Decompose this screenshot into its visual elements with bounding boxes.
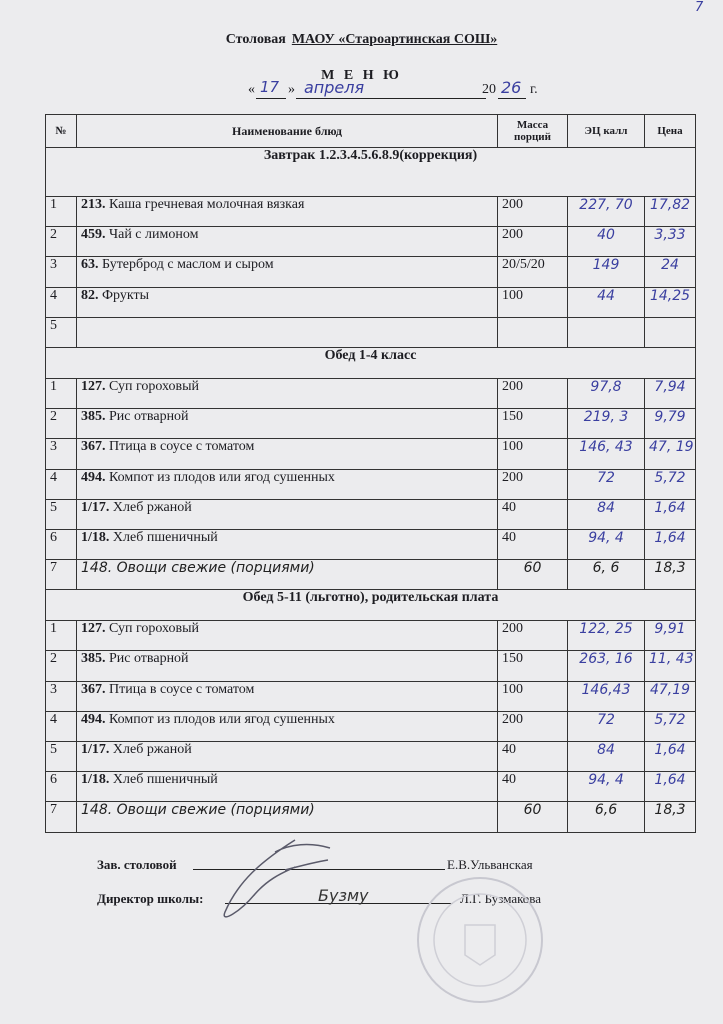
row-number: 4 bbox=[46, 287, 77, 317]
kcal-value: 149 bbox=[568, 257, 645, 287]
dish-name bbox=[77, 772, 498, 802]
portion-mass: 200 bbox=[498, 469, 568, 499]
row-number: 3 bbox=[46, 439, 77, 469]
table-header-row bbox=[46, 115, 696, 148]
dish-name-handwritten: 148. Овощи свежие (порциями) bbox=[77, 560, 498, 590]
signature-role-1: Зав. столовой bbox=[97, 857, 177, 872]
dish-code: 367. bbox=[81, 681, 106, 697]
row-number: 4 bbox=[46, 711, 77, 741]
dish-code: 82. bbox=[81, 287, 99, 303]
dish-title: Рис отварной bbox=[109, 651, 189, 667]
row-number: 5 bbox=[46, 317, 77, 347]
date-year-prefix: 20 bbox=[482, 82, 496, 97]
dish-title: Суп гороховый bbox=[109, 378, 200, 394]
row-number: 6 bbox=[46, 529, 77, 559]
row-number: 3 bbox=[46, 257, 77, 287]
date-month: апреля bbox=[304, 78, 365, 97]
portion-mass: 200 bbox=[498, 711, 568, 741]
dish-title: Хлеб ржаной bbox=[112, 742, 192, 757]
table-row bbox=[46, 742, 696, 772]
dish-name-handwritten: 148. Овощи свежие (порциями) bbox=[77, 802, 498, 832]
kcal-value bbox=[568, 317, 645, 347]
col-name-header: Наименование блюд bbox=[77, 115, 498, 148]
dish-code: 1/17. bbox=[81, 742, 110, 757]
table-row bbox=[46, 772, 696, 802]
price-value: 5,72 bbox=[645, 711, 696, 741]
price-value: 7,94 bbox=[645, 378, 696, 408]
kcal-value: 227, 70 bbox=[568, 197, 645, 227]
table-row bbox=[46, 711, 696, 741]
row-number: 2 bbox=[46, 651, 77, 681]
date-day: 17 bbox=[260, 78, 280, 96]
col-no-header: № bbox=[46, 115, 77, 148]
price-value: 1,64 bbox=[645, 499, 696, 529]
dish-title: Хлеб пшеничный bbox=[112, 772, 218, 788]
portion-mass-handwritten: 60 bbox=[498, 560, 568, 590]
portion-mass: 100 bbox=[498, 287, 568, 317]
dish-name bbox=[77, 378, 498, 408]
date-suffix: г. bbox=[530, 82, 538, 97]
price-value: 9,91 bbox=[645, 621, 696, 651]
row-number: 6 bbox=[46, 772, 77, 802]
portion-mass: 150 bbox=[498, 651, 568, 681]
dish-name bbox=[77, 409, 498, 439]
row-number: 4 bbox=[46, 469, 77, 499]
portion-mass: 40 bbox=[498, 772, 568, 802]
date-quote-open: « bbox=[248, 82, 255, 97]
price-value: 9,79 bbox=[645, 409, 696, 439]
signature-role-2: Директор школы: bbox=[97, 891, 204, 906]
price-value: 1,64 bbox=[645, 742, 696, 772]
dish-title: Птица в соусе с томатом bbox=[109, 439, 255, 455]
kcal-value: 219, 3 bbox=[568, 409, 645, 439]
dish-code: 127. bbox=[81, 621, 106, 637]
portion-mass: 200 bbox=[498, 378, 568, 408]
portion-mass bbox=[498, 317, 568, 347]
dish-name bbox=[77, 681, 498, 711]
row-number: 1 bbox=[46, 621, 77, 651]
dish-name bbox=[77, 469, 498, 499]
kcal-value: 84 bbox=[568, 742, 645, 772]
dish-name bbox=[77, 711, 498, 741]
price-value: 17,82 bbox=[645, 197, 696, 227]
kcal-value: 72 bbox=[568, 711, 645, 741]
table-row-handwritten bbox=[46, 802, 696, 832]
kcal-value: 263, 16 bbox=[568, 651, 645, 681]
date-quote-close: » bbox=[288, 82, 295, 97]
menu-table bbox=[45, 114, 696, 833]
portion-mass: 100 bbox=[498, 681, 568, 711]
kcal-value: 146,43 bbox=[568, 681, 645, 711]
table-row bbox=[46, 317, 696, 347]
dish-code: 1/17. bbox=[81, 499, 110, 515]
kcal-value: 84 bbox=[568, 499, 645, 529]
menu-date bbox=[238, 78, 558, 102]
dish-name bbox=[77, 439, 498, 469]
portion-mass: 40 bbox=[498, 499, 568, 529]
row-number: 1 bbox=[46, 378, 77, 408]
price-value: 11, 43 bbox=[645, 651, 696, 681]
col-price-header: Цена bbox=[645, 115, 696, 148]
dish-code: 127. bbox=[81, 378, 106, 394]
table-row bbox=[46, 227, 696, 257]
dish-code: 213. bbox=[81, 197, 106, 212]
section-title: Завтрак 1.2.3.4.5.6.8.9(коррекция) bbox=[46, 148, 696, 197]
section-title: Обед 1-4 класс bbox=[46, 347, 696, 378]
dish-name bbox=[77, 287, 498, 317]
dish-title: Компот из плодов или ягод сушенных bbox=[109, 469, 335, 485]
dish-name bbox=[77, 499, 498, 529]
portion-mass: 20/5/20 bbox=[498, 257, 568, 287]
dish-name bbox=[77, 742, 498, 772]
dish-name bbox=[77, 651, 498, 681]
col-mass-header: Масса порций bbox=[498, 115, 568, 148]
portion-mass: 150 bbox=[498, 409, 568, 439]
table-row bbox=[46, 439, 696, 469]
price-value bbox=[645, 317, 696, 347]
kcal-value: 122, 25 bbox=[568, 621, 645, 651]
dish-code: 63. bbox=[81, 257, 99, 273]
table-row bbox=[46, 529, 696, 559]
section-title: Обед 5-11 (льготно), родительская плата bbox=[46, 590, 696, 621]
portion-mass: 200 bbox=[498, 621, 568, 651]
row-number: 5 bbox=[46, 499, 77, 529]
dish-code: 459. bbox=[81, 227, 106, 243]
dish-code: 494. bbox=[81, 469, 106, 485]
dish-name bbox=[77, 529, 498, 559]
dish-title: Хлеб пшеничный bbox=[112, 529, 218, 545]
kcal-value-handwritten: 6, 6 bbox=[568, 560, 645, 590]
table-row bbox=[46, 681, 696, 711]
signature-scribble-1 bbox=[200, 832, 340, 927]
portion-mass: 40 bbox=[498, 742, 568, 772]
dish-title: Фрукты bbox=[102, 287, 150, 303]
dish-name bbox=[77, 257, 498, 287]
price-value: 47, 19 bbox=[645, 439, 696, 469]
dish-name bbox=[77, 621, 498, 651]
portion-mass: 200 bbox=[498, 227, 568, 257]
document-title bbox=[0, 32, 723, 48]
dish-code: 1/18. bbox=[81, 529, 110, 545]
kcal-value: 40 bbox=[568, 227, 645, 257]
kcal-value: 94, 4 bbox=[568, 529, 645, 559]
section-header-row bbox=[46, 347, 696, 378]
price-value: 1,64 bbox=[645, 529, 696, 559]
portion-mass: 200 bbox=[498, 197, 568, 227]
signature-name-1: Е.В.Ульванская bbox=[447, 857, 533, 872]
row-number: 2 bbox=[46, 409, 77, 439]
price-value: 47,19 bbox=[645, 681, 696, 711]
dish-title: Бутерброд с маслом и сыром bbox=[102, 257, 274, 273]
signature-scribble-2: Бузму bbox=[318, 886, 369, 905]
dish-name bbox=[77, 227, 498, 257]
section-header-row bbox=[46, 148, 696, 197]
price-value: 5,72 bbox=[645, 469, 696, 499]
kcal-value: 72 bbox=[568, 469, 645, 499]
dish-code: 1/18. bbox=[81, 772, 110, 788]
title-prefix: Столовая bbox=[225, 32, 286, 47]
date-year: 26 bbox=[501, 78, 522, 97]
table-row bbox=[46, 499, 696, 529]
table-row-handwritten bbox=[46, 560, 696, 590]
table-row bbox=[46, 469, 696, 499]
dish-code: 367. bbox=[81, 439, 106, 455]
school-name: МАОУ «Староартинская СОШ» bbox=[291, 32, 498, 47]
table-row bbox=[46, 409, 696, 439]
table-row bbox=[46, 197, 696, 227]
dish-code: 385. bbox=[81, 409, 106, 425]
kcal-value-handwritten: 6,6 bbox=[568, 802, 645, 832]
row-number: 3 bbox=[46, 681, 77, 711]
dish-name bbox=[77, 317, 498, 347]
dish-title: Хлеб ржаной bbox=[112, 499, 192, 515]
kcal-value: 44 bbox=[568, 287, 645, 317]
section-header-row bbox=[46, 590, 696, 621]
table-row bbox=[46, 257, 696, 287]
table-row bbox=[46, 287, 696, 317]
portion-mass: 40 bbox=[498, 529, 568, 559]
signature-name-2: Л.Г. Бузмакова bbox=[460, 891, 542, 906]
price-value-handwritten: 18,3 bbox=[645, 802, 696, 832]
table-row bbox=[46, 621, 696, 651]
row-number: 7 bbox=[46, 802, 77, 832]
table-row bbox=[46, 651, 696, 681]
row-number: 5 bbox=[46, 742, 77, 772]
price-value: 3,33 bbox=[645, 227, 696, 257]
price-value: 14,25 bbox=[645, 287, 696, 317]
menu-heading: М Е Н Ю bbox=[321, 68, 402, 83]
price-value: 1,64 bbox=[645, 772, 696, 802]
dish-title: Компот из плодов или ягод сушенных bbox=[109, 711, 335, 727]
dish-title: Чай с лимоном bbox=[109, 227, 199, 243]
dish-title: Птица в соусе с томатом bbox=[109, 681, 255, 697]
kcal-value: 97,8 bbox=[568, 378, 645, 408]
row-number: 7 bbox=[46, 560, 77, 590]
row-number: 2 bbox=[46, 227, 77, 257]
row-number: 1 bbox=[46, 197, 77, 227]
dish-code: 385. bbox=[81, 651, 106, 667]
page-number: 7 bbox=[695, 0, 704, 15]
dish-title: Рис отварной bbox=[109, 409, 189, 425]
kcal-value: 94, 4 bbox=[568, 772, 645, 802]
dish-name bbox=[77, 197, 498, 227]
dish-title: Каша гречневая молочная вязкая bbox=[109, 197, 305, 212]
kcal-value: 146, 43 bbox=[568, 439, 645, 469]
dish-code: 494. bbox=[81, 711, 106, 727]
dish-title: Суп гороховый bbox=[109, 621, 200, 637]
school-stamp bbox=[405, 870, 555, 1010]
col-kcal-header: ЭЦ калл bbox=[568, 115, 645, 148]
price-value-handwritten: 18,3 bbox=[645, 560, 696, 590]
price-value: 24 bbox=[645, 257, 696, 287]
table-row bbox=[46, 378, 696, 408]
portion-mass: 100 bbox=[498, 439, 568, 469]
portion-mass-handwritten: 60 bbox=[498, 802, 568, 832]
